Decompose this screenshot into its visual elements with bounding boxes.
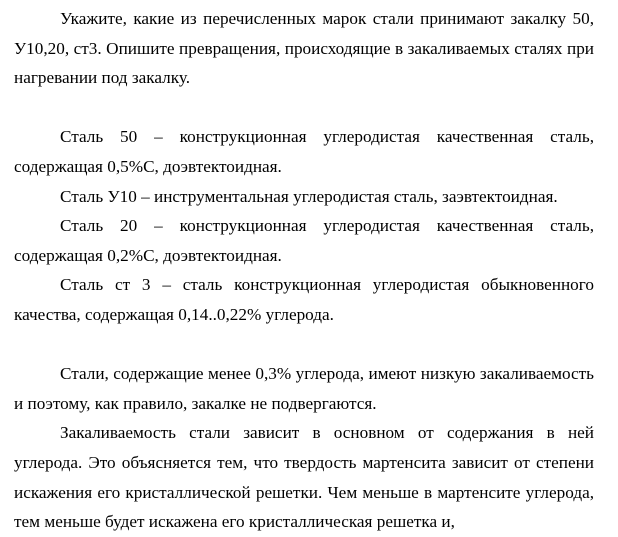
hardenability-paragraph: Закаливаемость стали зависит в основном от содержания в ней углерода. Это объясняется тем, что твердость мартенсита зависит от степени искажения его кристаллической решетки. Чем меньше в мартенсите углерода, тем меньше будет искажена его кристаллическая решетка и, (14, 423, 594, 532)
steel-u10-paragraph: Сталь У10 – инструментальная углеродистая сталь, заэвтектоидная. (60, 186, 558, 206)
blank-line (14, 93, 594, 123)
document-page (14, 4, 594, 537)
question-paragraph: Укажите, какие из перечисленных марок стали принимают закалку 50, У10,20, ст3. Опишите превращения, происходящие в закаливаемых сталях при нагревании под закалку. (14, 9, 594, 88)
low-carbon-paragraph: Стали, содержащие менее 0,3% углерода, имеют низкую закаливаемость и поэтому, как правило, закалке не подвергаются. (14, 364, 594, 413)
steel-st3-paragraph: Сталь ст 3 – сталь конструкционная углеродистая обыкновенного качества, содержащая 0,14..0,22% углерода. (14, 275, 594, 324)
steel-50-paragraph: Сталь 50 – конструкционная углеродистая качественная сталь, содержащая 0,5%С, доэвтектоидная. (14, 127, 594, 176)
steel-20-paragraph: Сталь 20 – конструкционная углеродистая качественная сталь, содержащая 0,2%С, доэвтектоидная. (14, 216, 594, 265)
blank-line (14, 330, 594, 360)
